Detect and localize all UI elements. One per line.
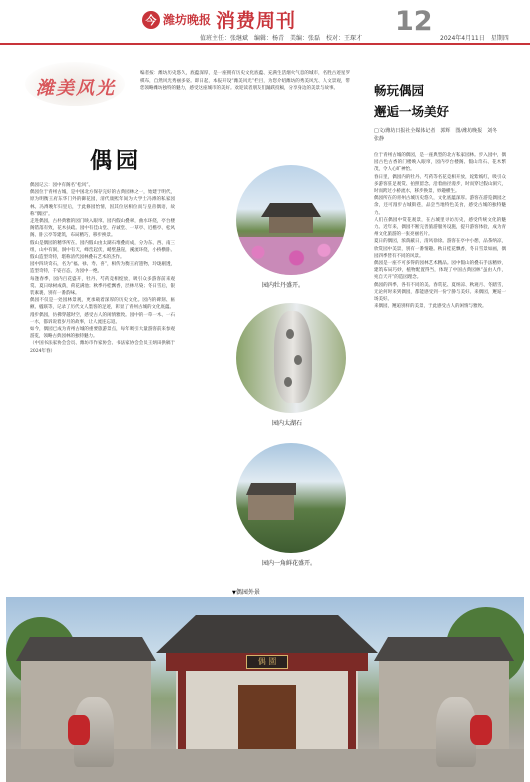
right-paragraph: 春日里，偶园内的牡丹、芍药等名花竞相开放，姹紫嫣红，吸引众多游客驻足观赏、拍照留念。沿着曲径漫步，时而穿过假山洞穴，时而跨过小桥流水，移步换景，妙趣横生。: [374, 174, 506, 195]
right-title-line-2: 邂逅一场美好: [374, 104, 450, 119]
gate-door: [238, 685, 296, 749]
red-scarf-right: [470, 715, 492, 745]
article-credit: （中国书法家协会会员、潍坊市作家协会、书法家协会会员王炳田供稿于2024年春）: [30, 341, 175, 354]
right-paragraph: 人们在偶园中赏花观景，在古城里寻访历史，感受传统文化的魅力。近年来，偶园不断完善旅游服务设施，提升游客体验，成为青州文化旅游的一张亮丽名片。: [374, 217, 506, 238]
right-article-byline: □文/潍坊日报社全媒体记者 郭辉 图/潍坊晚报 刘冬 张静: [374, 128, 503, 142]
rock-hole: [294, 355, 302, 365]
article-paragraph: 走进偶园，古朴典雅的园门映入眼帘。园内假山叠翠，曲水环绕，亭台楼阁错落有致，花木扶疏。园中有佳山堂、存诚堂、一草亭、近樵亭、松风阁、卧云亭等建筑，布局精巧，移步换景。: [30, 219, 175, 239]
gate-pillar: [178, 671, 186, 749]
article-paragraph: 如今，偶园已成为青州古城的重要旅游景点，每年吸引大量游客前来参观游览，领略古典园林的独特魅力。: [30, 327, 175, 340]
taihu-rock-photo: [236, 303, 346, 413]
garden-corner-photo: [236, 443, 346, 553]
corner-building-roof: [246, 483, 296, 495]
article-paragraph: 漫步偶园，仿佛穿越时空，感受古人的闲情雅致。园中的一草一木、一石一水，都诉说着岁月的故事，让人流连忘返。: [30, 312, 175, 325]
logo-emblem-icon: [142, 11, 160, 29]
photo-caption-rock: 园内太湖石: [272, 420, 303, 427]
left-hall-roof: [16, 637, 156, 661]
right-paragraph: 偶园所在的青州古城历史悠久，文化底蕴深厚。游客在游览偶园之余，还可漫步古城街巷，品尝当地特色美食，感受古城的独特魅力。: [374, 196, 506, 216]
logo-glyph: 今: [145, 13, 157, 27]
gate-roof: [156, 615, 378, 653]
right-paragraph: 位于青州古城的偶园，是一座典型的北方私家园林。步入园中，偶园古色古香的门楼映入眼帘，园内亭台楼阁、假山奇石、花木繁茂，令人心旷神怡。: [374, 153, 506, 173]
peony-pavilion-photo: [236, 165, 346, 275]
bottom-photo-caption: [232, 587, 260, 596]
article-paragraph: 偶园不仅是一处园林景观，更承载着深厚的历史文化。园内的碑刻、匾额、楹联等，记录了历代文人墨客的足迹，彰显了青州古城的文化底蕴。: [30, 298, 175, 311]
taihu-rock: [274, 311, 312, 403]
column-title-part-a: 潍美: [36, 78, 76, 99]
pavilion-roof: [261, 203, 321, 217]
section-name: 消费周刊: [216, 10, 297, 32]
column-title: [36, 74, 116, 100]
caption-triangle-icon: ▼: [232, 590, 236, 596]
garden-gate-photo: [6, 597, 524, 782]
editorial-staff-line: 值班主任：张继斌 编辑：杨青 美编：张磊 校对：王琛才: [200, 35, 363, 42]
right-title-line-1: 畅玩偶园: [374, 83, 425, 98]
right-paragraph: 夏日的偶园，浓荫蔽日，清风徐徐。游客在亭中小憩，品茶纳凉，欣赏园中美景，别有一番情趣。秋日桂花飘香，冬日雪景如画，偶园四季皆有不同的风景。: [374, 239, 506, 259]
masthead: [0, 0, 530, 45]
article-title: 偶园: [90, 149, 143, 174]
peony-flowers: [236, 237, 346, 275]
photo-caption-corner: 园内一角鲜花盛开。: [262, 560, 317, 567]
red-scarf-left: [68, 715, 90, 745]
pavilion-body: [269, 217, 313, 233]
column-title-part-b: 风光: [76, 78, 116, 99]
right-article-body: [374, 152, 506, 580]
article-paragraph: 偶园位于青州古城，是中国北方保存完好的古典园林之一，始建于明代，原为明衡王府东华门外的御花园，清代康熙年间为大学士冯溥的私家园林。冯溥晚年归里后，于此修园怡情，因其位居相位而与皇帝偶语，故称“偶园”。: [30, 190, 175, 217]
corner-building-wall: [248, 495, 294, 520]
article-paragraph: 每逢春季，园内百花盛开，牡丹、芍药竞相绽放，吸引众多游客前来观赏。夏日绿树成荫，荷花满池；秋季丹桂飘香，层林尽染；冬日雪后，银装素裹，别有一番韵味。: [30, 276, 175, 297]
bottom-caption-text: 偶园外景: [235, 589, 260, 596]
photo-caption-peony: 园内牡丹盛开。: [262, 282, 305, 289]
article-paragraph: 偶园记云：园中有阁名“松风”。: [30, 183, 94, 188]
article-paragraph: 假山是偶园的精华所在。园内假山由太湖石堆叠而成，分为东、西、南三组，山中有洞，洞中有天，峰峦起伏，峭壁悬崖，溪流环绕，小桥横卧。假山造型奇特，堪称清代园林叠石艺术的杰作。: [30, 240, 175, 261]
article-body: [30, 182, 175, 580]
rock-hole: [284, 377, 292, 387]
gate-plaque: 偶 園: [246, 655, 288, 669]
paper-name: 潍坊晚报: [163, 13, 212, 27]
newspaper-logo: [142, 6, 296, 33]
issue-date: 2024年4月11日 星期四: [440, 35, 509, 42]
article-paragraph: 园中四块奇石，名为“福、禄、寿、喜”，相传为衡王府遗物，玲珑剔透，造型奇特，千姿百态，为园中一绝。: [30, 262, 175, 275]
right-paragraph: 偶园是一座不可多得的园林艺术精品。园中假山的叠石手法精妙，建筑布局巧妙，植物配置得当，体现了中国古典园林“虽由人作，宛自天开”的造园理念。: [374, 261, 506, 281]
right-hall-roof: [374, 637, 514, 661]
editor-note: 编者按：潍坊历史悠久，底蕴深厚，是一座拥有历史文化底蕴、充满生活烟火气息的城市，名胜古迹星罗棋布，自然风光秀丽多姿。即日起，本报开设“潍美风光”栏目，为您介绍潍坊的秀美风光、人文景观，带您领略潍坊独特的魅力，感受这座城市的美好。欢迎读者朋友们踊跃投稿，分享身边的美景与故事。: [140, 71, 350, 91]
right-poem: 来偶园，邂逅别样的美景，于此感受古人的闲情与雅致。: [374, 304, 487, 310]
rock-hole: [286, 329, 294, 339]
gate-pillar: [348, 671, 356, 749]
right-article-title: [374, 80, 504, 122]
page-number: 12: [395, 6, 433, 37]
right-paragraph: 偶园的四季，各有不同的美。春赏花、夏纳凉、秋观月、冬踏雪，无论何时来到偶园，都能感受到一份宁静与美好。来偶园，邂逅一场美好。: [374, 282, 506, 303]
